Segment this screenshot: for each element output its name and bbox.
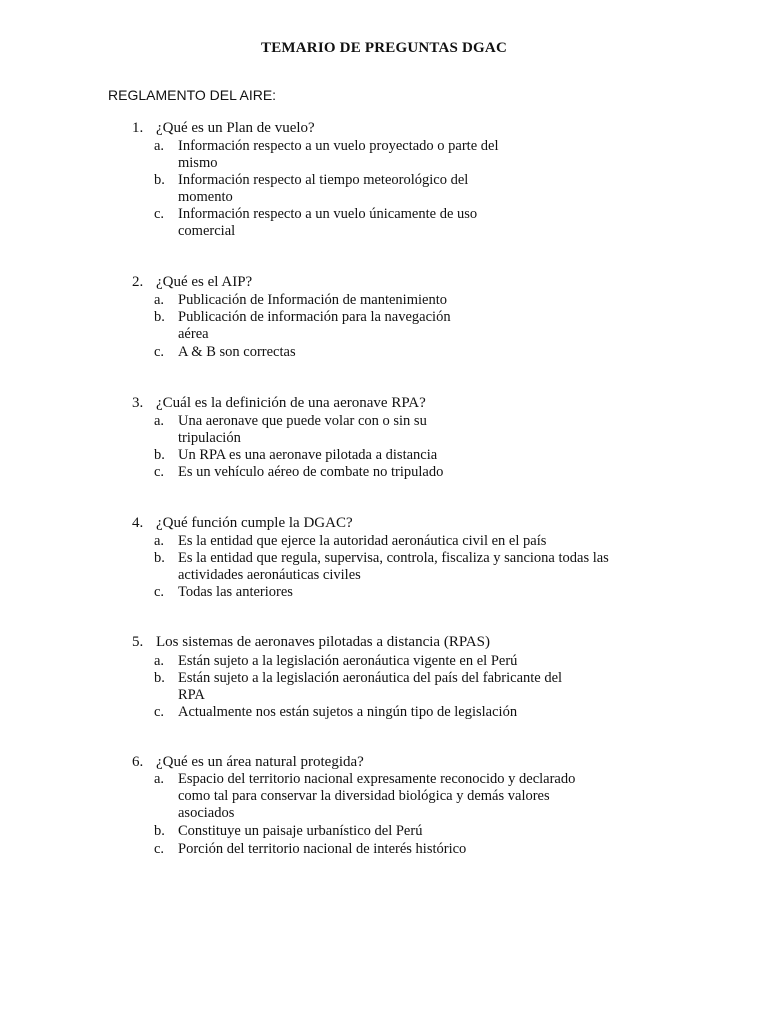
- option-text: Porción del territorio nacional de interés histórico: [178, 841, 467, 857]
- question-text: ¿Qué es el AIP?: [156, 274, 253, 290]
- option-text: Espacio del territorio nacional expresamente reconocido y declarado como tal para conservar la diversidad biológica y demás valores asociados: [178, 771, 576, 821]
- document-title: TEMARIO DE PREGUNTAS DGAC: [261, 40, 507, 56]
- option-text: Es un vehículo aéreo de combate no tripulado: [178, 464, 444, 480]
- option-letter: c.: [154, 704, 165, 720]
- option-letter: a.: [154, 292, 165, 308]
- question-text: ¿Qué función cumple la DGAC?: [156, 515, 353, 531]
- option-letter: a.: [154, 533, 165, 549]
- option-letter: b.: [154, 172, 165, 188]
- option-letter: b.: [154, 823, 165, 839]
- option-letter: c.: [154, 344, 165, 360]
- question-text: ¿Qué es un Plan de vuelo?: [156, 120, 315, 136]
- option-letter: c.: [154, 464, 165, 480]
- question-number: 6.: [132, 754, 144, 770]
- option-text: A & B son correctas: [178, 344, 296, 360]
- question-number: 3.: [132, 395, 144, 411]
- option-letter: b.: [154, 670, 165, 686]
- option-text: Información respecto a un vuelo únicamente de uso comercial: [178, 206, 478, 239]
- option-text: Constituye un paisaje urbanístico del Perú: [178, 823, 423, 839]
- option-letter: c.: [154, 206, 165, 222]
- option-letter: a.: [154, 138, 165, 154]
- section-heading: REGLAMENTO DEL AIRE:: [108, 87, 277, 103]
- option-text: Una aeronave que puede volar con o sin su tripulación: [178, 413, 427, 446]
- option-letter: c.: [154, 841, 165, 857]
- question-number: 4.: [132, 515, 144, 531]
- option-letter: b.: [154, 550, 165, 566]
- option-text: Es la entidad que regula, supervisa, controla, fiscaliza y sanciona todas las actividades aeronáuticas civiles: [178, 550, 609, 583]
- option-text: Publicación de Información de mantenimiento: [178, 292, 447, 308]
- option-text: Es la entidad que ejerce la autoridad aeronáutica civil en el país: [178, 533, 547, 549]
- option-text: Actualmente nos están sujetos a ningún tipo de legislación: [178, 704, 518, 720]
- question-number: 2.: [132, 274, 144, 290]
- option-letter: a.: [154, 653, 165, 669]
- option-letter: b.: [154, 447, 165, 463]
- option-text: Todas las anteriores: [178, 584, 293, 600]
- option-letter: c.: [154, 584, 165, 600]
- option-letter: a.: [154, 771, 165, 787]
- question-number: 5.: [132, 634, 144, 650]
- question-text: ¿Cuál es la definición de una aeronave RPA?: [156, 395, 426, 411]
- option-text: Publicación de información para la navegación aérea: [178, 309, 451, 342]
- option-letter: b.: [154, 309, 165, 325]
- question-text: Los sistemas de aeronaves pilotadas a distancia (RPAS): [156, 634, 490, 650]
- option-text: Información respecto al tiempo meteorológico del momento: [178, 172, 469, 205]
- option-text: Están sujeto a la legislación aeronáutica del país del fabricante del RPA: [178, 670, 563, 703]
- option-text: Información respecto a un vuelo proyectado o parte del mismo: [178, 138, 499, 171]
- option-letter: a.: [154, 413, 165, 429]
- option-text: Un RPA es una aeronave pilotada a distancia: [178, 447, 438, 463]
- question-text: ¿Qué es un área natural protegida?: [156, 754, 364, 770]
- option-text: Están sujeto a la legislación aeronáutica vigente en el Perú: [178, 653, 518, 669]
- question-number: 1.: [132, 120, 144, 136]
